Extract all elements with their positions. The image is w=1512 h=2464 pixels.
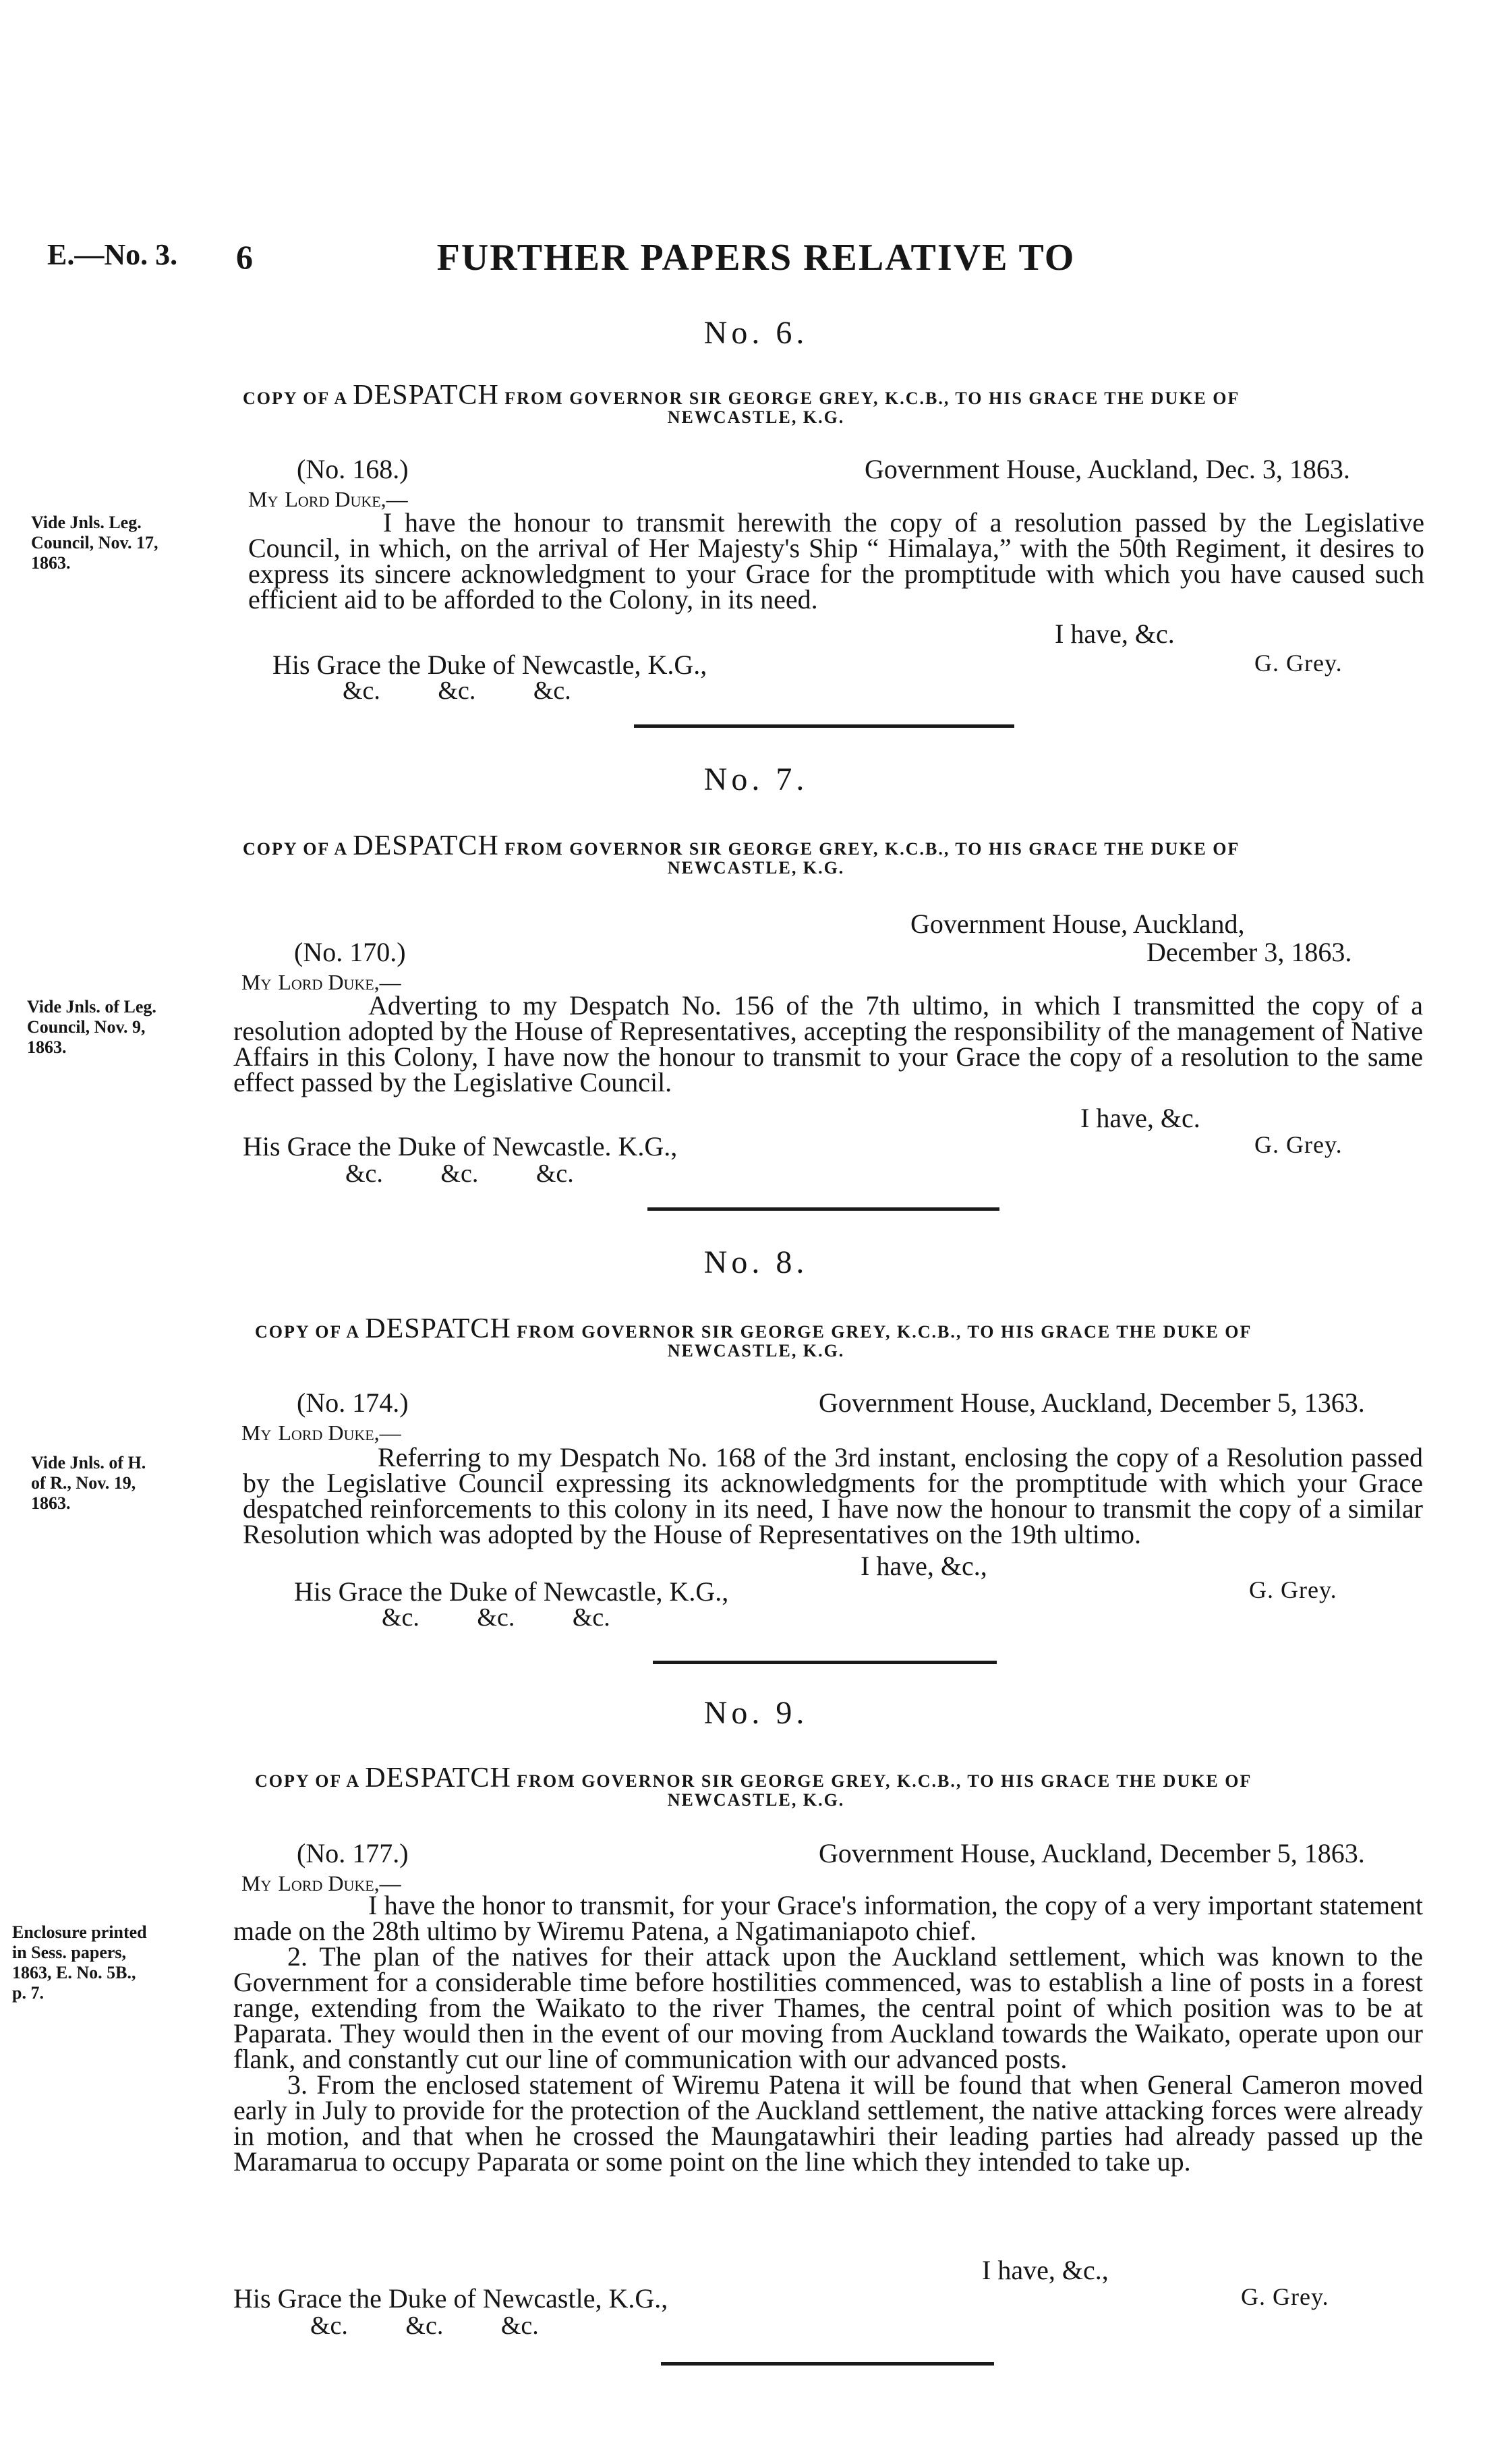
addressee: His Grace the Duke of Newcastle, K.G., <box>233 2283 668 2314</box>
despatch-body: Referring to my Despatch No. 168 of the 3rd instant, enclosing the copy of a Resolution passed by the Legislative Council expressing its acknowledgments for the promptitude with which your Grace despatched reinforcements to this colony in its need, I have now the honour to transmit the copy of a similar Resolution which was adopted by the House of Representatives on the 19th ultimo. <box>243 1442 1423 1549</box>
addressee: His Grace the Duke of Newcastle, K.G., <box>272 650 707 680</box>
section-divider <box>661 2362 994 2366</box>
salutation: My Lord Duke,— <box>241 1421 401 1445</box>
despatch-place-date: Government House, Auckland, December 5, 1863. <box>819 1838 1365 1868</box>
despatch-copy-line-2: NEWCASTLE, K.G. <box>667 407 845 427</box>
despatch-body: I have the honor to transmit, for your Grace's information, the copy of a very important statement made on the 28th ultimo by Wiremu Patena, a Ngatimaniapoto chief. 2. The plan of the natives for their attack upon the Auckland settlement, which was known to the Government for a considerable time before hostilities commenced, was to establish a line of posts in a forest range, extending from the Waikato to the river Thames, the central point of which position was to be at Paparata. They would then in the event of our moving from Auckland towards the Waikato, operate upon our flank, and constantly cut our line of communication with our advanced posts. 3. From the enclosed statement of Wiremu Patena it will be found that when General Cameron moved early in July to provide for the protection of the Auckland settlement, the native attacking forces were already in motion, and that when he crossed the Maungatawhiri their leading parties had already passed up the Maramarua to occupy Paparata or some point on the line which they intended to take up. <box>233 1890 1423 2177</box>
etc-line: &c. &c. &c. <box>345 1159 574 1188</box>
despatch-copy-line: COPY OF A DESPATCH FROM GOVERNOR SIR GEORGE GREY, K.C.B., TO HIS GRACE THE DUKE OF <box>255 1763 1252 1794</box>
despatch-body: Adverting to my Despatch No. 156 of the 7th ultimo, in which I transmitted the copy of a resolution adopted by the House of Representatives, accepting the responsibility of the management of Native Affairs in this Colony, I have now the honour to transmit to your Grace the copy of a resolution to the same effect passed by the Legislative Council. <box>233 990 1423 1097</box>
despatch-ref: (No. 168.) <box>297 454 409 484</box>
closing: I have, &c. <box>1055 619 1175 649</box>
despatch-body: I have the honour to transmit herewith the copy of a resolution passed by the Legislative Council, in which, on the arrival of Her Majesty's Ship “ Himalaya,” with the 50th Regiment, it desires to express its sincere acknowledgment to your Grace for the promptitude with which you have caused such efficient aid to be afforded to the Colony, in its need. <box>248 507 1424 614</box>
page-title: FURTHER PAPERS RELATIVE TO <box>436 237 1076 279</box>
signature: G. Grey. <box>1254 1131 1343 1158</box>
series-number: E.—No. 3. <box>47 238 178 271</box>
etc-line: &c. &c. &c. <box>310 2312 539 2340</box>
closing: I have, &c., <box>861 1551 987 1581</box>
despatch-number: No. 7. <box>703 762 809 797</box>
despatch-copy-line: COPY OF A DESPATCH FROM GOVERNOR SIR GEORGE GREY, K.C.B., TO HIS GRACE THE DUKE OF <box>243 380 1240 411</box>
despatch-copy-line: COPY OF A DESPATCH FROM GOVERNOR SIR GEORGE GREY, K.C.B., TO HIS GRACE THE DUKE OF <box>243 830 1240 861</box>
despatch-number: No. 6. <box>703 315 809 351</box>
despatch-place: Government House, Auckland, <box>910 909 1245 939</box>
despatch-number: No. 9. <box>703 1695 809 1731</box>
etc-line: &c. &c. &c. <box>382 1603 610 1632</box>
margin-note: Vide Jnls. of Leg. Council, Nov. 9, 1863. <box>27 997 156 1057</box>
addressee: His Grace the Duke of Newcastle, K.G., <box>294 1576 729 1607</box>
section-divider <box>647 1207 999 1211</box>
signature: G. Grey. <box>1249 1576 1337 1603</box>
margin-note: Vide Jnls. Leg. Council, Nov. 17, 1863. <box>31 513 158 573</box>
despatch-ref: (No. 174.) <box>297 1387 409 1418</box>
despatch-place-date: Government House, Auckland, Dec. 3, 1863. <box>865 454 1350 484</box>
page-number: 6 <box>236 238 253 276</box>
signature: G. Grey. <box>1241 2283 1329 2310</box>
despatch-number: No. 8. <box>703 1244 809 1280</box>
salutation: My Lord Duke,— <box>241 970 401 994</box>
margin-note: Enclosure printed in Sess. papers, 1863, E. No. 5B., p. 7. <box>12 1922 147 2003</box>
salutation: My Lord Duke,— <box>248 487 408 511</box>
closing: I have, &c., <box>982 2255 1109 2285</box>
section-divider <box>653 1661 997 1664</box>
signature: G. Grey. <box>1254 650 1343 677</box>
despatch-place-date: Government House, Auckland, December 5, 1363. <box>819 1387 1365 1418</box>
etc-line: &c. &c. &c. <box>343 677 571 705</box>
despatch-ref: (No. 170.) <box>294 937 406 967</box>
despatch-ref: (No. 177.) <box>297 1838 409 1868</box>
despatch-copy-line: COPY OF A DESPATCH FROM GOVERNOR SIR GEORGE GREY, K.C.B., TO HIS GRACE THE DUKE OF <box>255 1313 1252 1344</box>
despatch-copy-line-2: NEWCASTLE, K.G. <box>667 1790 845 1810</box>
despatch-copy-line-2: NEWCASTLE, K.G. <box>667 858 845 878</box>
addressee: His Grace the Duke of Newcastle. K.G., <box>243 1131 678 1162</box>
closing: I have, &c. <box>1080 1103 1200 1133</box>
salutation: My Lord Duke,— <box>241 1871 401 1895</box>
margin-note: Vide Jnls. of H. of R., Nov. 19, 1863. <box>31 1453 146 1513</box>
despatch-copy-line-2: NEWCASTLE, K.G. <box>667 1341 845 1360</box>
despatch-date: December 3, 1863. <box>1146 937 1352 967</box>
section-divider <box>634 724 1014 728</box>
